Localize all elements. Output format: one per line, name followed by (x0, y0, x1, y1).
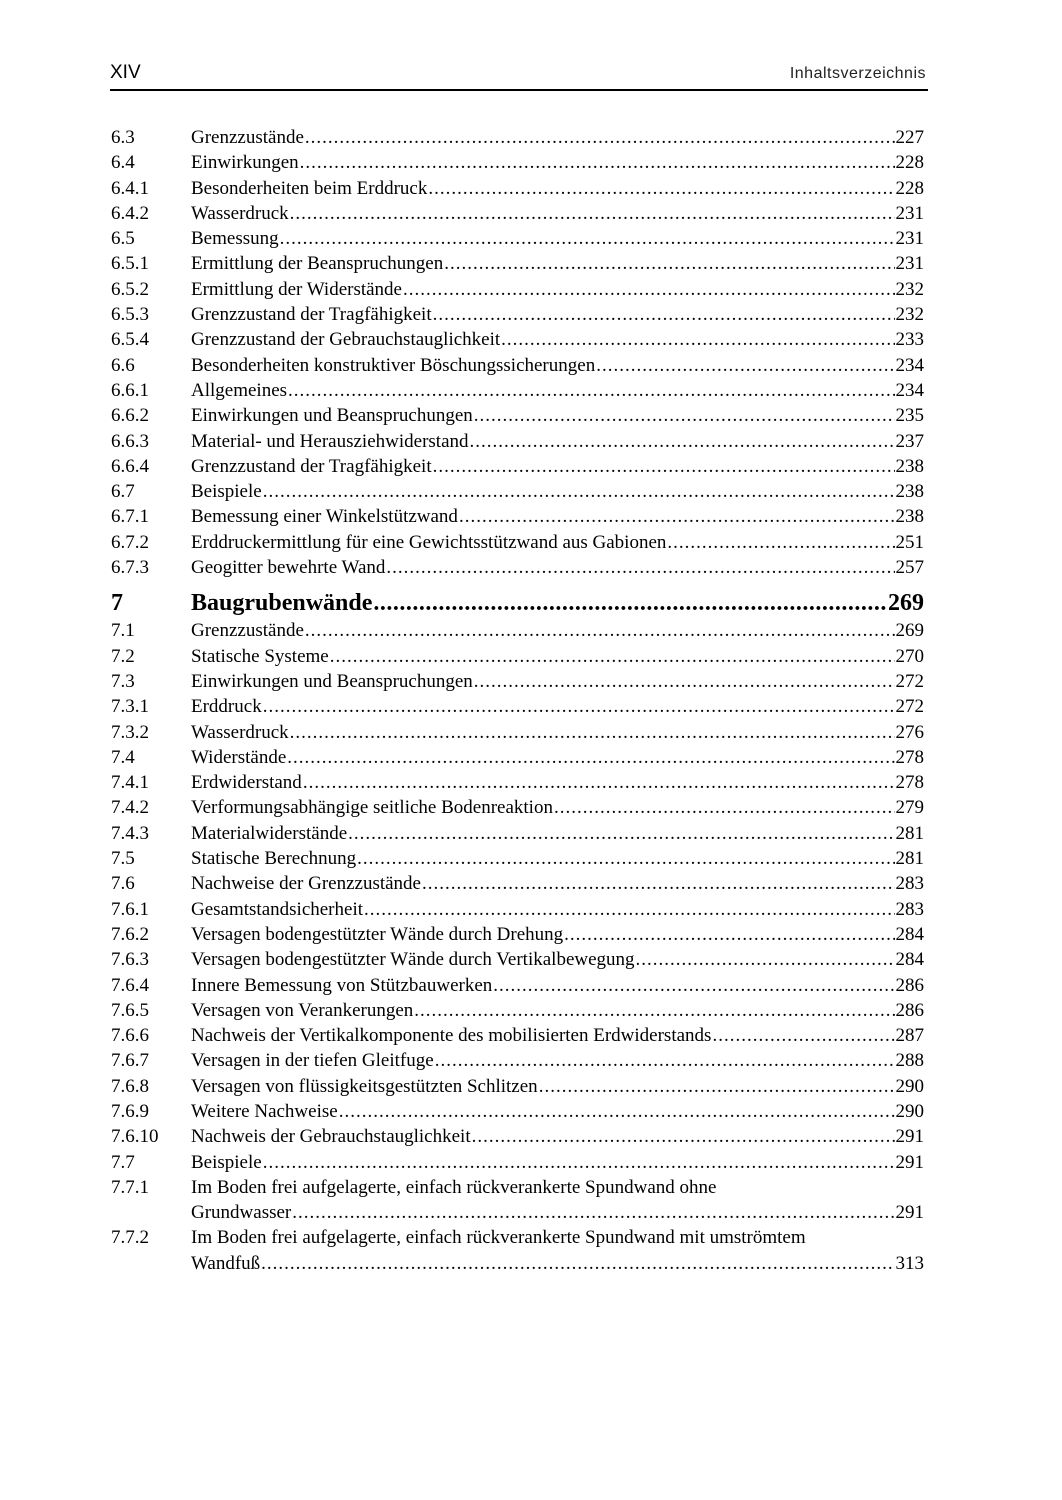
toc-leader-dots (554, 795, 895, 820)
toc-entry-page: 228 (895, 152, 924, 174)
toc-entry-number: 7.6 (111, 873, 135, 895)
toc-leader-dots (422, 871, 895, 896)
toc-entry-number: 6.7.1 (111, 506, 149, 528)
toc-entry[interactable] (111, 277, 924, 302)
toc-leader-dots (636, 947, 895, 972)
toc-entry[interactable] (111, 821, 924, 846)
toc-entry-title: Versagen bodengestützter Wände durch Vertikalbewegung (191, 949, 635, 971)
toc-leader-dots (501, 327, 894, 352)
toc-entry-number: 7.5 (111, 848, 135, 870)
toc-leader-dots (303, 770, 895, 795)
toc-leader-dots (280, 226, 895, 251)
toc-entry-title: Wasserdruck (191, 721, 289, 743)
toc-entry-page: 233 (895, 329, 924, 351)
toc-entry-number: 6.5.2 (111, 278, 149, 300)
toc-entry[interactable] (111, 555, 924, 580)
toc-leader-dots (300, 150, 895, 175)
toc-entry[interactable] (111, 1048, 924, 1073)
toc-entry-page: 291 (895, 1151, 924, 1173)
toc-entry-title: Gesamtstandsicherheit (191, 898, 364, 920)
toc-entry-number: 7 (111, 590, 123, 617)
toc-entry-title: Ermittlung der Beanspruchungen (191, 253, 444, 275)
toc-entry-number: 7.4.3 (111, 822, 149, 844)
toc-leader-dots (386, 555, 894, 580)
toc-entry-title: Versagen von Verankerungen (191, 999, 414, 1021)
toc-entry[interactable] (111, 429, 924, 454)
toc-entry-page: 276 (895, 721, 924, 743)
toc-entry-number: 6.7.3 (111, 557, 149, 579)
toc-entry[interactable] (111, 1124, 924, 1149)
toc-entry-title: Bemessung einer Winkelstützwand (191, 506, 458, 528)
toc-entry-number: 7.6.5 (111, 999, 149, 1021)
toc-entry-title: Im Boden frei aufgelagerte, einfach rückverankerte Spundwand mit umströmtem (191, 1227, 806, 1249)
toc-leader-dots (305, 618, 895, 643)
toc-entry-number: 6.5.1 (111, 253, 149, 275)
toc-entry[interactable] (111, 1023, 924, 1048)
toc-entry-number: 7.7 (111, 1151, 135, 1173)
toc-entry-title: Widerstände (191, 746, 287, 768)
toc-entry-page: 281 (895, 822, 924, 844)
toc-entry[interactable] (111, 403, 924, 428)
toc-entry[interactable] (111, 251, 924, 276)
toc-entry-page: 286 (895, 974, 924, 996)
toc-entry-title: Ermittlung der Widerstände (191, 278, 402, 300)
toc-leader-dots (459, 504, 895, 529)
toc-entry-title: Grenzzustand der Gebrauchstauglichkeit (191, 329, 501, 351)
toc-entry-number: 7.6.10 (111, 1126, 159, 1148)
toc-entry[interactable] (111, 998, 924, 1023)
toc-entry[interactable] (111, 327, 924, 352)
toc-entry-title: Versagen von flüssigkeitsgestützten Schlitzen (191, 1075, 538, 1097)
toc-entry-number: 6.4 (111, 152, 135, 174)
toc-leader-dots (364, 897, 894, 922)
toc-entry-page: 269 (895, 620, 924, 642)
toc-leader-dots (290, 720, 895, 745)
toc-entry-number: 7.4.2 (111, 797, 149, 819)
toc-entry-number: 7.2 (111, 645, 135, 667)
toc-entry-number: 6.5.3 (111, 304, 149, 326)
toc-leader-dots (263, 479, 895, 504)
toc-entry-number: 7.6.4 (111, 974, 149, 996)
toc-entry-number: 7.7.2 (111, 1227, 149, 1249)
toc-entry[interactable] (111, 1099, 924, 1124)
toc-chapter-heading[interactable] (111, 588, 924, 618)
toc-entry-title: Erddruck (191, 696, 262, 718)
toc-leader-dots (428, 176, 894, 201)
toc-entry-title: Bemessung (191, 228, 279, 250)
toc-entry[interactable] (111, 530, 924, 555)
toc-entry-page: 283 (895, 898, 924, 920)
toc-entry-title: Grenzzustand der Tragfähigkeit (191, 455, 432, 477)
toc-leader-dots (287, 745, 894, 770)
toc-leader-dots (712, 1023, 894, 1048)
toc-leader-dots (667, 530, 894, 555)
toc-entry[interactable] (111, 973, 924, 998)
toc-entry-page: 238 (895, 481, 924, 503)
toc-entry[interactable] (111, 1150, 924, 1175)
toc-entry-title: Einwirkungen und Beanspruchungen (191, 405, 473, 427)
toc-entry-title: Innere Bemessung von Stützbauwerken (191, 974, 493, 996)
toc-entry-title: Besonderheiten beim Erddruck (191, 177, 428, 199)
toc-entry-number: 6.6.2 (111, 405, 149, 427)
toc-leader-dots (263, 694, 895, 719)
toc-entry-number: 6.6.1 (111, 379, 149, 401)
toc-entry-number: 6.5 (111, 228, 135, 250)
toc-entry-title: Beispiele (191, 481, 262, 503)
toc-leader-dots (290, 201, 895, 226)
toc-entry-title: Nachweis der Vertikalkomponente des mobilisierten Erdwiderstands (191, 1025, 712, 1047)
toc-entry-number: 7.6.1 (111, 898, 149, 920)
toc-leader-dots (444, 251, 894, 276)
toc-entry-number: 7.6.7 (111, 1050, 149, 1072)
toc-entry-page: 272 (895, 696, 924, 718)
toc-entry-page: 227 (895, 127, 924, 148)
toc-entry[interactable] (111, 745, 924, 770)
toc-leader-dots (470, 429, 895, 454)
toc-entry-number: 6.7 (111, 481, 135, 503)
toc-entry-page: 270 (895, 645, 924, 667)
toc-entry-page: 278 (895, 772, 924, 794)
toc-entry-page: 287 (895, 1025, 924, 1047)
toc-entry-page: 237 (895, 430, 924, 452)
toc-entry-page: 231 (895, 253, 924, 275)
toc-entry[interactable] (111, 504, 924, 529)
toc-entry[interactable] (111, 897, 924, 922)
page-header (110, 62, 928, 91)
toc-entry-title: Grenzzustände (191, 127, 304, 148)
toc-leader-dots (435, 1048, 895, 1073)
toc-entry[interactable] (111, 846, 924, 871)
toc-entry[interactable] (111, 454, 924, 479)
toc-entry-title: Versagen in der tiefen Gleitfuge (191, 1050, 434, 1072)
toc-entry[interactable] (111, 669, 924, 694)
toc-entry[interactable] (111, 947, 924, 972)
toc-entry-number: 7.6.2 (111, 923, 149, 945)
toc-entry-number: 7.4 (111, 746, 135, 768)
toc-entry-number: 7.3.2 (111, 721, 149, 743)
toc-leader-dots (373, 588, 887, 618)
toc-entry-page: 251 (895, 531, 924, 553)
toc-entry-title: Grenzzustände (191, 620, 304, 642)
toc-entry-page: 278 (895, 746, 924, 768)
toc-entry-title-continuation: Grundwasser (191, 1202, 292, 1224)
toc-entry-title: Grenzzustand der Tragfähigkeit (191, 304, 432, 326)
toc-entry[interactable] (111, 1175, 924, 1226)
toc-entry-page: 290 (895, 1100, 924, 1122)
toc-entry-title: Geogitter bewehrte Wand (191, 557, 386, 579)
toc-leader-dots (357, 846, 894, 871)
toc-entry-title: Wasserdruck (191, 202, 289, 224)
toc-entry-page: 234 (895, 379, 924, 401)
toc-entry-title: Erdwiderstand (191, 772, 302, 794)
toc-entry-number: 7.1 (111, 620, 135, 642)
toc-entry-title: Baugrubenwände (191, 590, 373, 617)
running-title: Inhaltsverzeichnis (789, 65, 926, 82)
toc-entry-page: 235 (895, 405, 924, 427)
toc-entry-title: Erddruckermittlung für eine Gewichtsstützwand aus Gabionen (191, 531, 667, 553)
toc-entry-page: 231 (895, 228, 924, 250)
toc-section-chapter-6 (111, 125, 924, 580)
toc-entry[interactable] (111, 353, 924, 378)
toc-entry[interactable] (111, 150, 924, 175)
toc-entry-page: 284 (895, 923, 924, 945)
toc-entry-title: Allgemeines (191, 379, 288, 401)
toc-entry[interactable] (111, 795, 924, 820)
toc-entry[interactable] (111, 1074, 924, 1099)
toc-entry[interactable] (111, 871, 924, 896)
toc-entry-page: 291 (895, 1202, 924, 1224)
toc-entry[interactable] (111, 226, 924, 251)
toc-leader-dots (539, 1074, 895, 1099)
toc-entry-page: 232 (895, 278, 924, 300)
toc-entry-page: 231 (895, 202, 924, 224)
toc-entry-page: 283 (895, 873, 924, 895)
toc-entry[interactable] (111, 922, 924, 947)
toc-entry-title: Nachweis der Gebrauchstauglichkeit (191, 1126, 471, 1148)
toc-leader-dots (433, 454, 895, 479)
toc-entry-title: Verformungsabhängige seitliche Bodenreaktion (191, 797, 553, 819)
toc-entry[interactable] (111, 1225, 924, 1276)
toc-leader-dots (403, 277, 895, 302)
toc-entry-page: 291 (895, 1126, 924, 1148)
toc-entry-number: 6.5.4 (111, 329, 149, 351)
toc-entry-page: 257 (895, 557, 924, 579)
toc-entry-page: 290 (895, 1075, 924, 1097)
toc-leader-dots (348, 821, 894, 846)
toc-entry-number: 7.3 (111, 670, 135, 692)
toc-entry-page: 286 (895, 999, 924, 1021)
toc-entry-number: 7.6.3 (111, 949, 149, 971)
toc-leader-dots (596, 353, 894, 378)
toc-section-chapter-7 (111, 618, 924, 1276)
toc-entry-title: Einwirkungen und Beanspruchungen (191, 670, 473, 692)
toc-entry-title: Materialwiderstände (191, 822, 348, 844)
toc-entry[interactable] (111, 302, 924, 327)
toc-entry-page: 284 (895, 949, 924, 971)
toc-leader-dots (292, 1200, 894, 1225)
toc-entry-title: Statische Systeme (191, 645, 329, 667)
toc-entry-page: 272 (895, 670, 924, 692)
toc-entry-number: 7.6.8 (111, 1075, 149, 1097)
toc-entry-title: Versagen bodengestützter Wände durch Drehung (191, 923, 564, 945)
toc-entry-page: 238 (895, 506, 924, 528)
toc-entry-number: 7.4.1 (111, 772, 149, 794)
toc-leader-dots (433, 302, 895, 327)
toc-entry[interactable] (111, 770, 924, 795)
toc-entry-number: 6.4.1 (111, 177, 149, 199)
toc-leader-dots (305, 125, 895, 150)
toc-entry-number: 7.6.9 (111, 1100, 149, 1122)
toc-entry-page: 238 (895, 455, 924, 477)
toc-entry-page: 228 (895, 177, 924, 199)
toc-entry-title: Nachweise der Grenzzustände (191, 873, 421, 895)
toc-entry-title: Im Boden frei aufgelagerte, einfach rückverankerte Spundwand ohne (191, 1176, 717, 1198)
toc-entry-page: 234 (895, 354, 924, 376)
toc-entry-number: 6.4.2 (111, 202, 149, 224)
toc-leader-dots (261, 1251, 894, 1276)
toc-entry-page: 232 (895, 304, 924, 326)
toc-entry-title: Statische Berechnung (191, 848, 357, 870)
toc-entry-title: Besonderheiten konstruktiver Böschungssicherungen (191, 354, 596, 376)
toc-entry-page: 279 (895, 797, 924, 819)
toc-leader-dots (564, 922, 894, 947)
toc-entry-number: 6.6.4 (111, 455, 149, 477)
toc-leader-dots (330, 644, 895, 669)
toc-entry-number: 7.3.1 (111, 696, 149, 718)
toc-leader-dots (474, 403, 895, 428)
toc-entry[interactable] (111, 694, 924, 719)
toc-entry-page: 288 (895, 1050, 924, 1072)
toc-entry-title: Material- und Herausziehwiderstand (191, 430, 469, 452)
toc-leader-dots (474, 669, 895, 694)
toc-entry[interactable] (111, 125, 924, 150)
toc-entry-page: 281 (895, 848, 924, 870)
toc-entry-number: 7.6.6 (111, 1025, 149, 1047)
toc-entry-title-continuation: Wandfuß (191, 1252, 261, 1274)
toc-entry[interactable] (111, 176, 924, 201)
toc-entry-number: 6.7.2 (111, 531, 149, 553)
toc-entry[interactable] (111, 644, 924, 669)
toc-entry-page: 313 (895, 1252, 924, 1274)
toc-entry[interactable] (111, 720, 924, 745)
toc-leader-dots (414, 998, 894, 1023)
toc-entry-number: 6.3 (111, 127, 135, 148)
toc-entry[interactable] (111, 378, 924, 403)
toc-entry-number: 6.6 (111, 354, 135, 376)
toc-leader-dots (472, 1124, 895, 1149)
toc-leader-dots (263, 1150, 895, 1175)
table-of-contents (111, 125, 924, 1276)
toc-leader-dots (288, 378, 894, 403)
page-number: XIV (110, 62, 141, 83)
toc-entry-number: 7.7.1 (111, 1176, 149, 1198)
toc-entry-title: Weitere Nachweise (191, 1100, 338, 1122)
toc-entry-number: 6.6.3 (111, 430, 149, 452)
toc-entry[interactable] (111, 201, 924, 226)
toc-entry-page: 269 (888, 590, 924, 617)
toc-entry[interactable] (111, 618, 924, 643)
toc-leader-dots (493, 973, 894, 998)
toc-entry-title: Einwirkungen (191, 152, 299, 174)
toc-entry-title: Beispiele (191, 1151, 262, 1173)
toc-entry[interactable] (111, 479, 924, 504)
toc-leader-dots (339, 1099, 895, 1124)
